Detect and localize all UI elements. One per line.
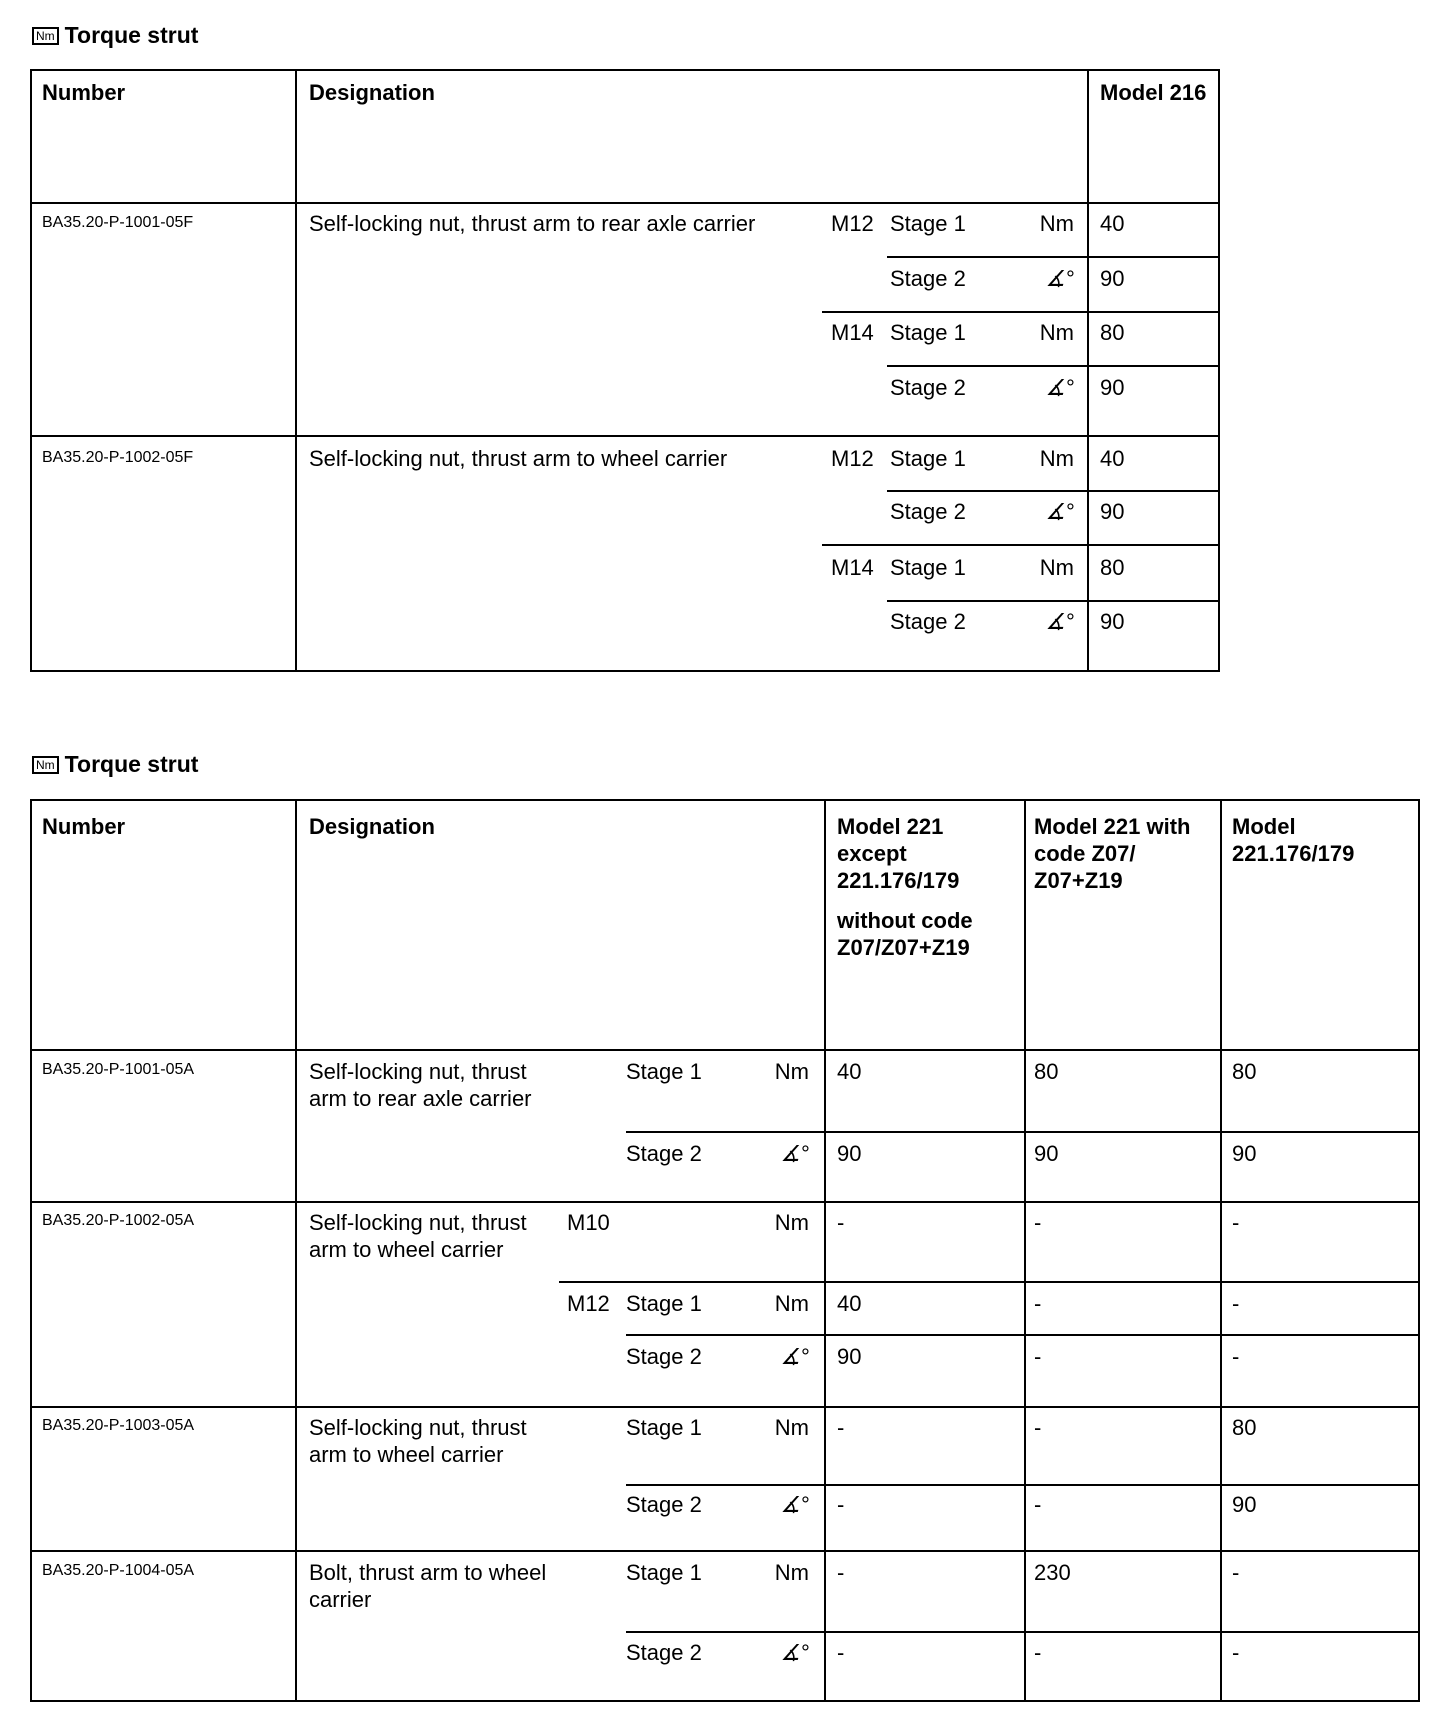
row-number: BA35.20-P-1001-05A bbox=[42, 1061, 195, 1078]
angle-icon: ∡° bbox=[780, 1492, 809, 1517]
value-cell: 90 bbox=[837, 1344, 862, 1369]
stage-label: Stage 2 bbox=[890, 266, 966, 291]
unit-label: Nm bbox=[774, 1415, 809, 1440]
col-header-model: Model 216 bbox=[1100, 80, 1207, 105]
value-cell: - bbox=[1034, 1291, 1042, 1316]
value-cell: 80 bbox=[1100, 555, 1125, 580]
value-cell: - bbox=[837, 1560, 845, 1585]
table2-heading bbox=[32, 751, 198, 778]
size-label: M12 bbox=[831, 446, 874, 471]
stage-label: Stage 1 bbox=[626, 1560, 702, 1585]
angle-icon: ∡° bbox=[780, 1640, 809, 1665]
unit-label: Nm bbox=[774, 1210, 809, 1235]
value-cell: - bbox=[837, 1492, 845, 1517]
stage-label: Stage 1 bbox=[890, 446, 966, 471]
value-cell: 90 bbox=[1100, 375, 1125, 400]
stage-label: Stage 2 bbox=[890, 499, 966, 524]
col-header-number: Number bbox=[42, 814, 126, 839]
value-cell: - bbox=[1034, 1210, 1042, 1235]
unit-label: Nm bbox=[774, 1560, 809, 1585]
row-designation: Self-locking nut, thrust arm to rear axle carrier bbox=[309, 211, 756, 236]
col-header-designation: Designation bbox=[309, 80, 435, 105]
value-cell: 80 bbox=[1232, 1415, 1257, 1440]
row-designation: Self-locking nut, thrust arm to rear axle carrier bbox=[309, 1059, 532, 1111]
value-cell: 90 bbox=[1100, 499, 1125, 524]
value-cell: - bbox=[837, 1640, 845, 1665]
angle-icon: ∡° bbox=[780, 1141, 809, 1166]
value-cell: 40 bbox=[1100, 211, 1125, 236]
row-designation: Bolt, thrust arm to wheel carrier bbox=[309, 1560, 547, 1612]
value-cell: - bbox=[1232, 1291, 1240, 1316]
row-number: BA35.20-P-1003-05A bbox=[42, 1417, 195, 1434]
col-header-number: Number bbox=[42, 80, 126, 105]
value-cell: 230 bbox=[1034, 1560, 1071, 1585]
stage-label: Stage 1 bbox=[626, 1291, 702, 1316]
angle-icon: ∡° bbox=[1045, 609, 1074, 634]
row-designation: Self-locking nut, thrust arm to wheel carrier bbox=[309, 446, 728, 471]
value-cell: 90 bbox=[1100, 609, 1125, 634]
stage-label: Stage 1 bbox=[890, 320, 966, 345]
size-label: M14 bbox=[831, 555, 874, 580]
value-cell: - bbox=[837, 1415, 845, 1440]
value-cell: 80 bbox=[1232, 1059, 1257, 1084]
angle-icon: ∡° bbox=[1045, 266, 1074, 291]
value-cell: 90 bbox=[1034, 1141, 1059, 1166]
table2 bbox=[30, 799, 1420, 1702]
unit-label: Nm bbox=[774, 1291, 809, 1316]
stage-label: Stage 2 bbox=[890, 375, 966, 400]
table1 bbox=[30, 69, 1220, 672]
stage-label: Stage 2 bbox=[626, 1141, 702, 1166]
col-header-model-221-except: Model 221 except 221.176/179 bbox=[837, 814, 960, 893]
stage-label: Stage 2 bbox=[626, 1640, 702, 1665]
stage-label: Stage 1 bbox=[626, 1415, 702, 1440]
value-cell: - bbox=[1232, 1344, 1240, 1369]
value-cell: - bbox=[1232, 1640, 1240, 1665]
stage-label: Stage 1 bbox=[626, 1059, 702, 1084]
size-label: M12 bbox=[831, 211, 874, 236]
col-header-without-code: without code Z07/Z07+Z19 bbox=[837, 908, 973, 960]
angle-icon: ∡° bbox=[780, 1344, 809, 1369]
value-cell: 80 bbox=[1100, 320, 1125, 345]
value-cell: 90 bbox=[837, 1141, 862, 1166]
unit-label: Nm bbox=[1039, 211, 1074, 236]
stage-label: Stage 1 bbox=[890, 555, 966, 580]
value-cell: 40 bbox=[837, 1291, 862, 1316]
value-cell: 80 bbox=[1034, 1059, 1059, 1084]
size-label: M14 bbox=[831, 320, 874, 345]
unit-label: Nm bbox=[1039, 555, 1074, 580]
value-cell: 40 bbox=[1100, 446, 1125, 471]
table1-title: Torque strut bbox=[64, 22, 199, 48]
value-cell: - bbox=[1232, 1210, 1240, 1235]
size-label: M12 bbox=[567, 1291, 610, 1316]
col-header-model-221-with-code: Model 221 with code Z07/ Z07+Z19 bbox=[1034, 814, 1191, 893]
value-cell: 40 bbox=[837, 1059, 862, 1084]
unit-label: Nm bbox=[1039, 320, 1074, 345]
value-cell: - bbox=[1034, 1415, 1042, 1440]
value-cell: 90 bbox=[1232, 1141, 1257, 1166]
col-header-designation: Designation bbox=[309, 814, 435, 839]
col-header-model-221-176: Model 221.176/179 bbox=[1232, 814, 1355, 866]
angle-icon: ∡° bbox=[1045, 375, 1074, 400]
row-number: BA35.20-P-1001-05F bbox=[42, 214, 194, 231]
stage-label: Stage 2 bbox=[626, 1492, 702, 1517]
stage-label: Stage 1 bbox=[890, 211, 966, 236]
value-cell: - bbox=[1232, 1560, 1240, 1585]
row-designation: Self-locking nut, thrust arm to wheel carrier bbox=[309, 1415, 527, 1467]
unit-label: Nm bbox=[774, 1059, 809, 1084]
size-label: M10 bbox=[567, 1210, 610, 1235]
nm-icon: Nm bbox=[32, 756, 59, 774]
row-designation: Self-locking nut, thrust arm to wheel carrier bbox=[309, 1210, 527, 1262]
value-cell: 90 bbox=[1232, 1492, 1257, 1517]
unit-label: Nm bbox=[1039, 446, 1074, 471]
stage-label: Stage 2 bbox=[626, 1344, 702, 1369]
stage-label: Stage 2 bbox=[890, 609, 966, 634]
row-number: BA35.20-P-1002-05F bbox=[42, 449, 194, 466]
value-cell: 90 bbox=[1100, 266, 1125, 291]
value-cell: - bbox=[837, 1210, 845, 1235]
value-cell: - bbox=[1034, 1344, 1042, 1369]
row-number: BA35.20-P-1002-05A bbox=[42, 1212, 195, 1229]
table1-heading bbox=[32, 22, 198, 49]
table2-title: Torque strut bbox=[64, 751, 199, 777]
nm-icon: Nm bbox=[32, 27, 59, 45]
value-cell: - bbox=[1034, 1492, 1042, 1517]
value-cell: - bbox=[1034, 1640, 1042, 1665]
row-number: BA35.20-P-1004-05A bbox=[42, 1562, 195, 1579]
angle-icon: ∡° bbox=[1045, 499, 1074, 524]
